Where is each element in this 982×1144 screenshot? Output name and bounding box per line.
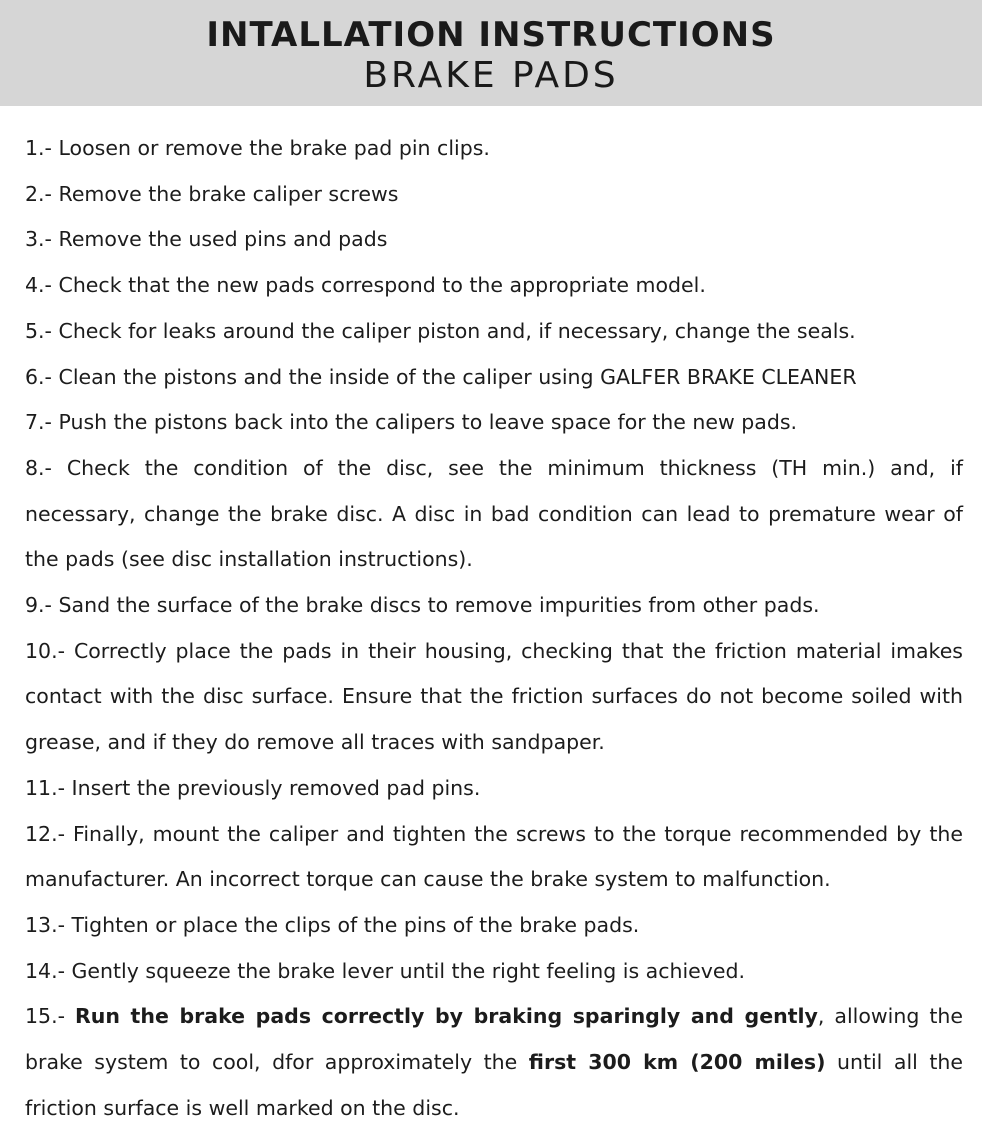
step-number: 11.- [25, 775, 65, 800]
instruction-step-10 [25, 629, 963, 766]
step-bold-text: first 300 km (200 miles) [528, 1050, 826, 1075]
instruction-step-1 [25, 126, 963, 172]
instruction-step-7 [25, 400, 963, 446]
step-text: Correctly place the pads in their housing, checking that the friction material imakes contact with the disc surface. Ensure that the friction surfaces do not become soiled with grease, and if they do remove all traces with sandpaper. [25, 638, 963, 755]
instruction-step-15 [25, 994, 963, 1131]
instruction-list [25, 126, 963, 1131]
step-number: 5.- [25, 318, 52, 343]
instruction-step-2 [25, 172, 963, 218]
step-number: 9.- [25, 593, 52, 618]
step-text: Check for leaks around the caliper piston and, if necessary, change the seals. [58, 318, 856, 343]
step-number: 13.- [25, 912, 65, 937]
instruction-step-8 [25, 446, 963, 583]
step-text: Remove the used pins and pads [58, 227, 388, 252]
step-text: Sand the surface of the brake discs to remove impurities from other pads. [58, 593, 820, 618]
step-text: Insert the previously removed pad pins. [71, 775, 481, 800]
step-number: 8.- [25, 455, 52, 480]
step-number: 2.- [25, 181, 52, 206]
step-text: Loosen or remove the brake pad pin clips. [58, 136, 490, 160]
header-banner [0, 0, 982, 106]
step-text: , allowing the brake system to cool, dfor approximately the [25, 1004, 963, 1075]
step-text: Check that the new pads correspond to the appropriate model. [58, 273, 706, 298]
instruction-step-9 [25, 583, 963, 629]
instruction-step-13 [25, 903, 963, 949]
step-text: Gently squeeze the brake lever until the right feeling is achieved. [71, 958, 746, 983]
instruction-step-6 [25, 355, 963, 401]
step-number: 10.- [25, 638, 65, 663]
instruction-step-11 [25, 766, 963, 812]
step-number: 3.- [25, 227, 52, 252]
step-number: 12.- [25, 821, 65, 846]
step-number: 4.- [25, 273, 52, 298]
instruction-step-5 [25, 309, 963, 355]
step-text: Finally, mount the caliper and tighten the screws to the torque recommended by the manufacturer. An incorrect torque can cause the brake system to malfunction. [25, 821, 963, 892]
document-title: INTALLATION INSTRUCTIONS [206, 15, 776, 55]
step-number: 14.- [25, 958, 65, 983]
step-number: 7.- [25, 410, 52, 435]
step-text: until all the friction surface is well marked on the disc. [25, 1050, 963, 1120]
step-number: 6.- [25, 364, 52, 389]
instruction-step-4 [25, 263, 963, 309]
step-text: Clean the pistons and the inside of the caliper using GALFER BRAKE CLEANER [58, 364, 857, 389]
step-text: Push the pistons back into the calipers to leave space for the new pads. [58, 410, 798, 435]
instruction-step-14 [25, 949, 963, 995]
step-text: Tighten or place the clips of the pins of the brake pads. [71, 912, 640, 937]
step-number: 15.- [25, 1004, 65, 1029]
step-text: Check the condition of the disc, see the minimum thickness (TH min.) and, if necessary, change the brake disc. A disc in bad condition can lead to premature wear of the pads (see disc installation instructions). [25, 455, 963, 572]
step-text: Remove the brake caliper screws [58, 181, 399, 206]
instruction-step-3 [25, 217, 963, 263]
step-number: 1.- [25, 136, 52, 160]
instruction-step-12 [25, 812, 963, 903]
document-subtitle: BRAKE PADS [363, 55, 619, 96]
step-bold-text: Run the brake pads correctly by braking sparingly and gently [74, 1004, 818, 1029]
